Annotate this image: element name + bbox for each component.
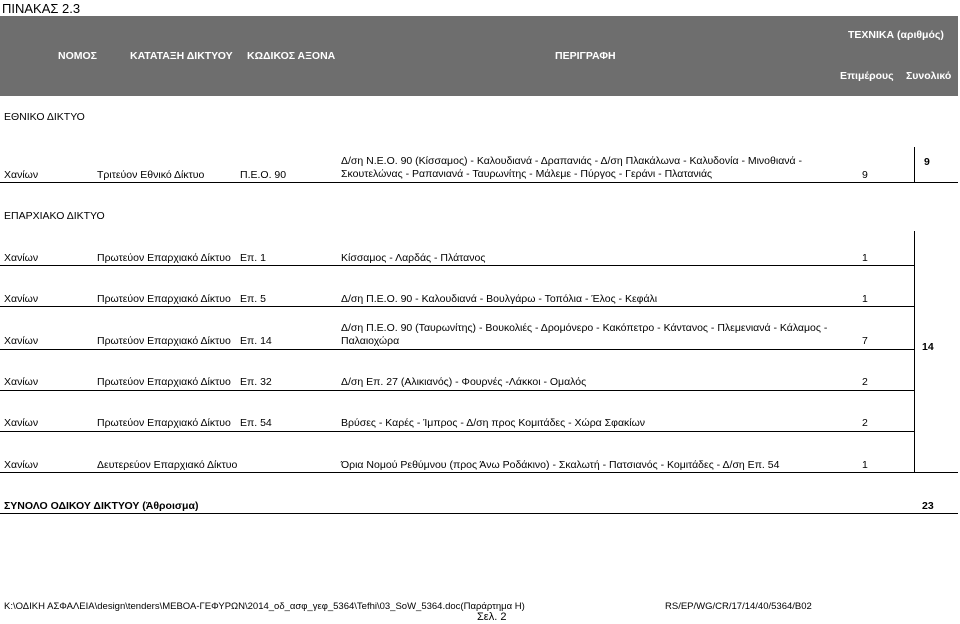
prov-perigrafi-1: Δ/ση Π.Ε.Ο. 90 (Ταυρωνίτης) - Βουκολιές - Δρομόνερο - Κακόπετρο - Κάντανος - Πλεμενιανά - Κάλαμος - [341,322,828,334]
rule-prov-row [0,306,914,307]
rule-national-bottom [0,182,958,183]
section-eparxiako: ΕΠΑΡΧΙΑΚΟ ΔΙΚΤΥΟ [4,210,105,222]
prov-perigrafi: Βρύσες - Καρές - Ίμπρος - Δ/ση προς Κομιτάδες - Χώρα Σφακίων [341,417,646,429]
prov-katataxi: Δευτερεύον Επαρχιακό Δίκτυο [97,459,238,471]
nat-nomos: Χανίων [4,169,39,181]
rule-prov-row [0,431,914,432]
prov-nomos: Χανίων [4,293,39,305]
prov-katataxi: Πρωτεύον Επαρχιακό Δίκτυο [97,252,231,264]
nat-kodikos: Π.Ε.Ο. 90 [240,169,287,181]
footer-path: K:\ΟΔΙΚΗ ΑΣΦΑΛΕΙΑ\design\tenders\ΜΕΒΟΑ-ΓΕΦΥΡΩΝ\2014_οδ_ασφ_γεφ_5364\Tefhi\03_SoW_5364.doc(Παράρτημα Η) [4,601,525,612]
prov-nomos: Χανίων [4,252,39,264]
header-katataxi: ΚΑΤΑΤΑΞΗ ΔΙΚΤΥΟΥ [130,50,233,62]
nat-perigrafi-2: Σκουτελώνας - Ραπανιανά - Ταυρωνίτης - Μάλεμε - Πύργος - Γεράνι - Πλατανιάς [341,168,713,180]
provincial-total: 14 [922,341,934,353]
nat-katataxi: Τριτεύον Εθνικό Δίκτυο [97,169,205,181]
prov-epimerous: 2 [862,417,868,429]
prov-epimerous: 1 [862,459,868,471]
prov-perigrafi: Δ/ση Επ. 27 (Αλικιανός) - Φουρνές -Λάκκοι - Ομαλός [341,376,587,388]
prov-epimerous: 2 [862,376,868,388]
rule-prov-row [0,265,914,266]
header-nomos: ΝΟΜΟΣ [58,50,97,62]
header-texnika: ΤΕΧΝΙΚΑ (αριθμός) [848,29,944,41]
footer-page: Σελ. 2 [477,611,507,623]
header-synoliko: Συνολικό [906,70,952,82]
rule-provincial-vertical [914,231,915,472]
prov-kodikos: Επ. 5 [240,293,266,305]
nat-synoliko: 9 [924,156,930,168]
prov-katataxi: Πρωτεύον Επαρχιακό Δίκτυο [97,335,231,347]
prov-epimerous: 1 [862,293,868,305]
prov-kodikos: Επ. 32 [240,376,272,388]
prov-nomos: Χανίων [4,459,39,471]
rule-prov-row [0,390,914,391]
header-perigrafi: ΠΕΡΙΓΡΑΦΗ [555,50,616,62]
prov-nomos: Χανίων [4,335,39,347]
table-title: ΠΙΝΑΚΑΣ 2.3 [2,1,81,16]
prov-epimerous: 1 [862,252,868,264]
prov-kodikos: Επ. 54 [240,417,272,429]
footer-ref: RS/EP/WG/CR/17/14/40/5364/B02 [665,601,812,612]
prov-perigrafi: Κίσσαμος - Λαρδάς - Πλάτανος [341,252,486,264]
rule-provincial-bottom [0,472,958,473]
prov-perigrafi: Δ/ση Π.Ε.Ο. 90 - Καλουδιανά - Βουλγάρω - Τοπόλια - Έλος - Κεφάλι [341,293,658,305]
prov-perigrafi-2: Παλαιοχώρα [341,335,400,347]
prov-epimerous: 7 [862,335,868,347]
prov-katataxi: Πρωτεύον Επαρχιακό Δίκτυο [97,293,231,305]
header-kodikos: ΚΩΔΙΚΟΣ ΑΞΟΝΑ [247,50,336,62]
header-epimerous: Επιμέρους [840,70,894,82]
rule-prov-row [0,349,914,350]
nat-epimerous: 9 [862,169,868,181]
grand-total-label: ΣΥΝΟΛΟ ΟΔΙΚΟΥ ΔΙΚΤΥΟΥ (Άθροισμα) [4,500,199,512]
prov-perigrafi: Όρια Νομού Ρεθύμνου (προς Άνω Ροδάκινο) - Σκαλωτή - Πατσιανός - Κομιτάδες - Δ/ση Επ. 54 [341,459,780,471]
prov-nomos: Χανίων [4,417,39,429]
section-ethniko: ΕΘΝΙΚΟ ΔΙΚΤΥΟ [4,111,85,123]
rule-grand-total [0,513,958,514]
grand-total-value: 23 [922,500,934,512]
nat-perigrafi-1: Δ/ση Ν.Ε.Ο. 90 (Κίσσαμος) - Καλουδιανά - Δραπανιάς - Δ/ση Πλακάλωνα - Καλυδονία - Μινοθιανά - [341,155,803,167]
prov-katataxi: Πρωτεύον Επαρχιακό Δίκτυο [97,376,231,388]
prov-katataxi: Πρωτεύον Επαρχιακό Δίκτυο [97,417,231,429]
prov-nomos: Χανίων [4,376,39,388]
rule-national-vertical [914,147,915,182]
prov-kodikos: Επ. 14 [240,335,272,347]
prov-kodikos: Επ. 1 [240,252,266,264]
